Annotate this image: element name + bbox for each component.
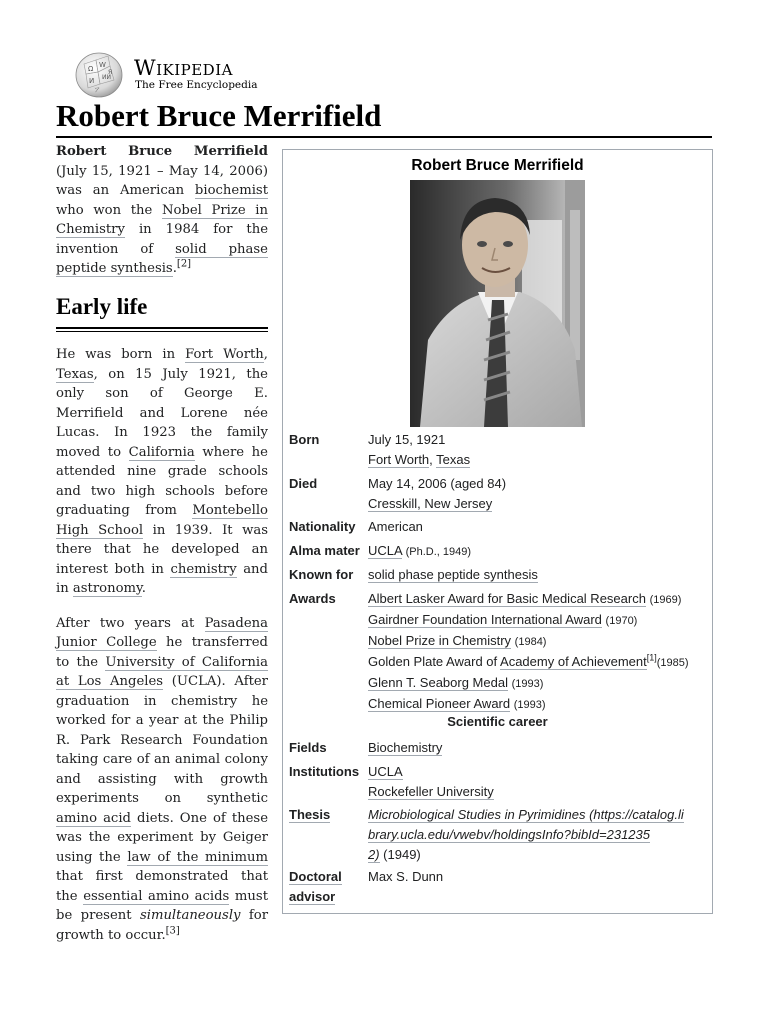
link-alma-mater-ucla[interactable]: UCLA <box>368 543 402 558</box>
link-doctoral-advisor-label[interactable]: Doctoral <box>289 869 342 884</box>
intro-text: . <box>172 261 177 276</box>
early-life-section <box>56 294 268 945</box>
infobox-label: Fields <box>289 740 327 755</box>
link-essential-amino-acids[interactable]: essential amino acids <box>83 888 230 904</box>
section-divider <box>56 327 268 329</box>
link-born-fort-worth[interactable]: Fort Worth <box>368 452 430 467</box>
body-text: for growth to occur. <box>56 908 268 943</box>
link-thesis[interactable]: brary.ucla.edu/vwebv/holdingsInfo?bibId=231235 <box>368 827 650 842</box>
body-text: , <box>263 347 268 362</box>
award-year: (1993) <box>513 699 546 711</box>
award-year: (1969) <box>649 594 682 606</box>
link-university-of-california[interactable]: University of California at Los Angeles <box>56 654 268 689</box>
link-known-for[interactable]: solid phase peptide synthesis <box>368 567 538 582</box>
body-text: in 1939. It was there that he developed an interest both in <box>56 522 268 577</box>
link-biochemist[interactable]: biochemist <box>194 183 268 198</box>
link-amino-acid[interactable]: amino acid <box>56 810 131 826</box>
link-award[interactable]: Nobel Prize in Chemistry <box>368 633 512 648</box>
link-institution[interactable]: Rockefeller University <box>368 784 494 799</box>
award-item <box>368 652 708 673</box>
intro-text: in 1984 for the invention of <box>56 222 268 257</box>
thesis-year: (1949) <box>379 847 421 862</box>
link-fields[interactable]: Biochemistry <box>368 740 443 755</box>
link-pasadena-junior-college[interactable]: Pasadena Junior College <box>56 615 268 650</box>
section-heading-early-life: Early life <box>56 294 148 319</box>
link-institution[interactable]: UCLA <box>368 764 403 779</box>
infobox <box>282 149 713 914</box>
globe-glyph: ア <box>94 87 101 94</box>
body-text: where he attended nine grade schools and two high schools before graduating from <box>56 444 268 518</box>
wikipedia-tagline: The Free Encyclopedia <box>135 79 258 91</box>
award-year: (1984) <box>514 636 547 648</box>
link-chemistry[interactable]: chemistry <box>170 561 237 577</box>
link-award[interactable]: Academy of Achievement <box>500 654 647 669</box>
link-award[interactable]: Gairdner Foundation International Award <box>368 612 602 627</box>
body-text: . <box>141 581 146 596</box>
alma-mater-note: (Ph.D., 1949) <box>405 546 472 558</box>
link-award[interactable]: Albert Lasker Award for Basic Medical Research <box>368 591 646 606</box>
link-montebello-high-school[interactable]: Montebello High School <box>56 503 268 538</box>
link-astronomy[interactable]: astronomy <box>72 581 142 596</box>
link-nobel-prize[interactable]: Nobel Prize in Chemistry <box>56 202 268 237</box>
globe-glyph: ИИ <box>102 74 111 81</box>
infobox-subheading-scientific-career: Scientific career <box>447 714 548 729</box>
body-text: He was born in <box>56 347 186 362</box>
wikipedia-wordmark: Wikipedia <box>134 56 233 80</box>
article-subject-name: Robert Bruce Merrifield <box>56 144 268 159</box>
globe-glyph: W <box>99 61 106 69</box>
award-year: (1985) <box>656 657 689 669</box>
page-title: Robert Bruce Merrifield <box>56 98 382 133</box>
link-doctoral-advisor-label[interactable]: advisor <box>289 889 336 904</box>
citation-link[interactable]: [2] <box>176 258 192 270</box>
award-item <box>368 589 708 610</box>
doctoral-advisor-value: Max S. Dunn <box>368 869 444 884</box>
early-life-paragraph-2 <box>56 614 268 946</box>
citation-link[interactable]: [3] <box>165 925 180 937</box>
body-text: diets. One of these was the experiment by Geiger using the <box>56 810 268 865</box>
infobox-label: Known for <box>289 567 354 582</box>
link-law-of-the-minimum[interactable]: law of the minimum <box>127 849 268 865</box>
body-text: that first demonstrated that the <box>56 869 268 904</box>
infobox-label: Born <box>289 432 320 447</box>
infobox-title: Robert Bruce Merrifield <box>411 157 584 174</box>
died-date: May 14, 2006 (aged 84) <box>368 476 507 491</box>
nationality-value: American <box>368 519 423 534</box>
link-died-place[interactable]: Cresskill, New Jersey <box>368 496 493 511</box>
wikipedia-globe-icon <box>74 52 124 98</box>
infobox-label: Died <box>289 476 318 491</box>
link-thesis[interactable]: Microbiological Studies in Pyrimidines (https://catalog.li <box>368 807 684 822</box>
born-date: July 15, 1921 <box>368 432 446 447</box>
separator: , <box>429 452 437 467</box>
intro-text: who won the <box>56 202 162 218</box>
link-solid-phase-peptide-synthesis[interactable]: solid phase peptide synthesis <box>56 241 268 276</box>
globe-glyph: И <box>89 77 95 85</box>
body-text: he transferred to the <box>56 635 268 670</box>
infobox-label: Nationality <box>289 519 356 534</box>
link-thesis-label[interactable]: Thesis <box>289 807 331 822</box>
early-life-paragraph-1 <box>56 345 268 599</box>
portrait-photo <box>410 180 585 427</box>
award-item <box>368 673 708 694</box>
body-text: After two years at <box>56 615 205 631</box>
body-text: must be present <box>56 888 268 923</box>
award-prefix: Golden Plate Award of <box>368 654 501 669</box>
infobox-label: Awards <box>289 591 336 606</box>
link-california[interactable]: California <box>128 444 195 460</box>
award-item <box>368 694 708 715</box>
link-fort-worth[interactable]: Fort Worth <box>185 347 264 362</box>
body-text: and in <box>56 561 268 596</box>
globe-glyph: Ω <box>88 65 94 73</box>
award-item <box>368 631 708 652</box>
intro-paragraph <box>56 142 268 279</box>
globe-glyph: Я <box>108 69 113 76</box>
link-thesis[interactable]: 2) <box>368 847 380 862</box>
title-divider <box>56 136 712 138</box>
award-year: (1970) <box>605 615 638 627</box>
emphasis-text: simultaneously <box>139 908 241 923</box>
award-item <box>368 610 708 631</box>
link-award[interactable]: Chemical Pioneer Award <box>368 696 511 711</box>
infobox-label: Institutions <box>289 764 360 779</box>
link-texas[interactable]: Texas <box>56 366 94 382</box>
section-divider <box>56 331 268 332</box>
citation-link[interactable]: [1] <box>646 652 657 663</box>
intro-text: (July 15, 1921 – May 14, 2006) was an American <box>56 163 268 198</box>
infobox-label: Alma mater <box>289 543 360 558</box>
body-text: (UCLA). After graduation in chemistry he worked for a year at the Philip R. Park Research Foundation taking care of an animal colony and assisting with growth experiments on synthetic <box>56 674 268 806</box>
award-year: (1993) <box>511 678 544 690</box>
link-born-texas[interactable]: Texas <box>436 452 471 467</box>
body-text: , on 15 July 1921, the only son of George E. Merrifield and Lorene née Lucas. In 1923 the family moved to <box>56 366 268 460</box>
link-award[interactable]: Glenn T. Seaborg Medal <box>368 675 508 690</box>
